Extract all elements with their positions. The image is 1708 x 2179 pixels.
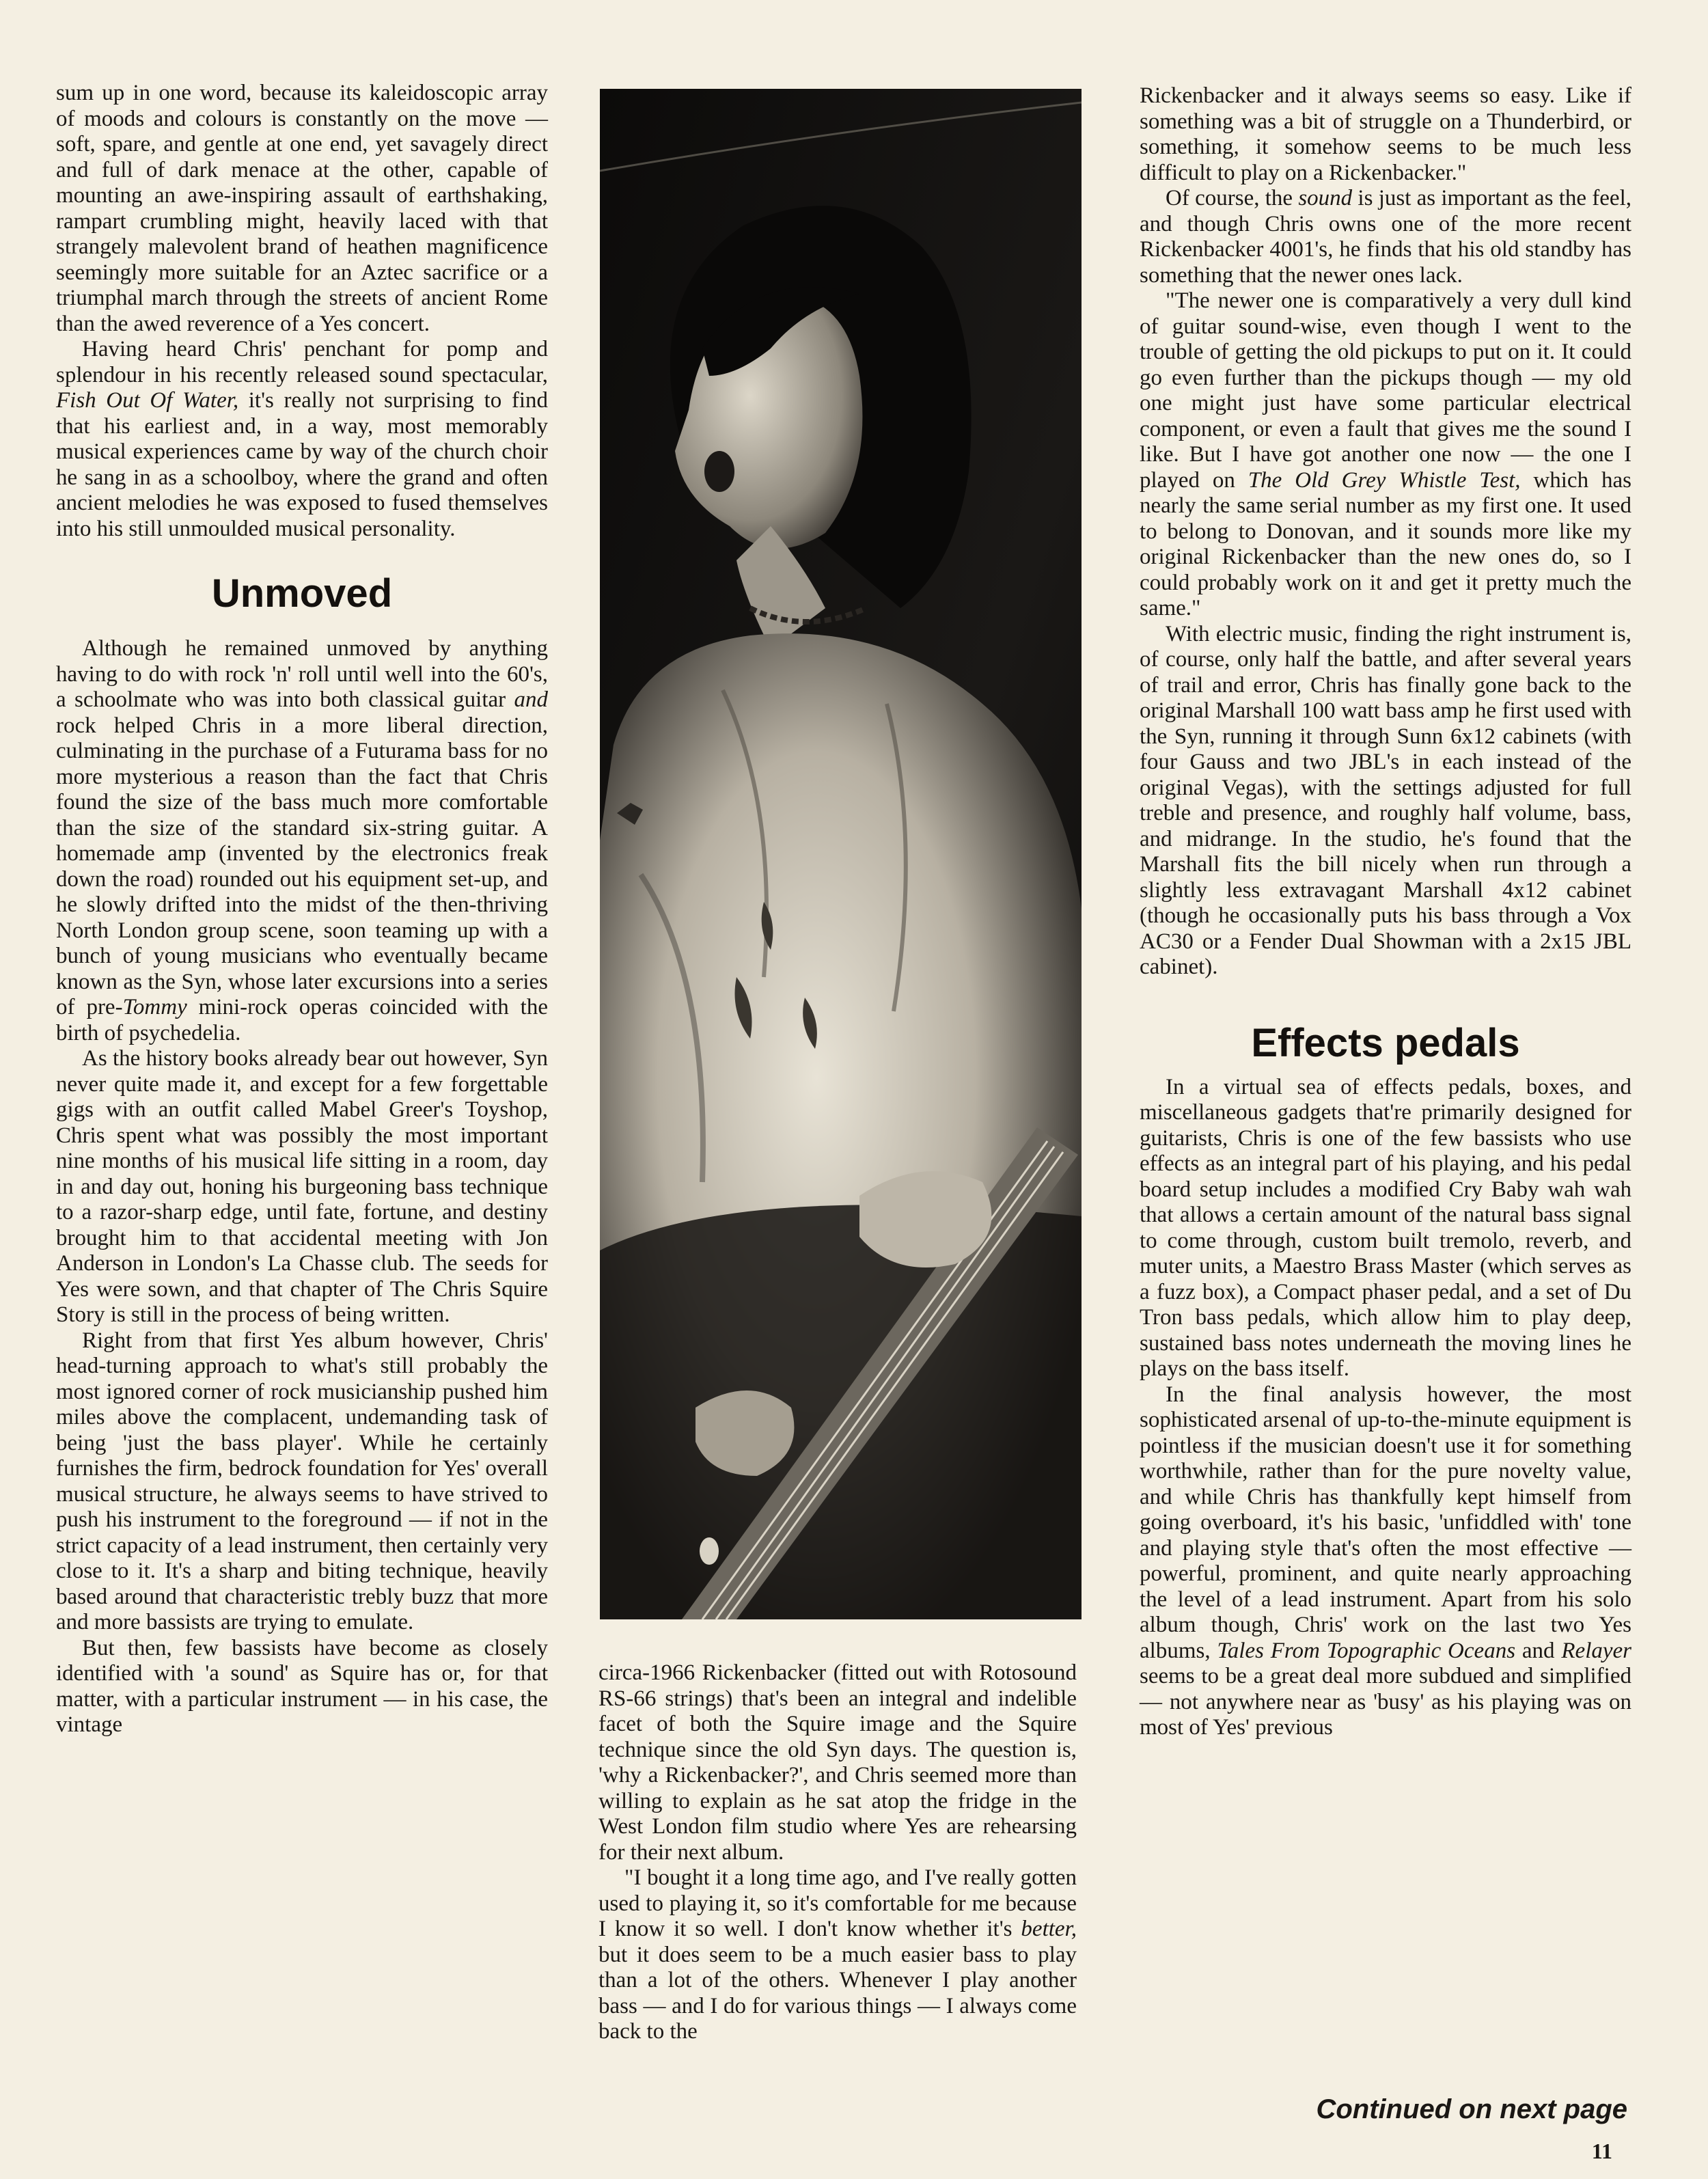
subheading-effects-pedals: Effects pedals [1251, 1020, 1520, 1065]
emphasis: and [514, 687, 548, 712]
article-column-2 [598, 1660, 1077, 2045]
paragraph [1140, 288, 1631, 622]
text-run: In the final analysis however, the most sophisticated arsenal of up-to-the-minute equipment is pointless if the musician doesn't use it for something worthwhile, rather than for the pure novelty value, and while Chris has thankfully kept himself from going overboard, it's his basic, 'unfiddled with' tone and playing style that's often the most effective — powerful, prominent, and quite nearly approaching the level of a lead instrument. Apart from his solo album though, Chris' work on the last two Yes albums, [1140, 1382, 1631, 1663]
album-title: Relayer [1561, 1638, 1631, 1663]
paragraph: But then, few bassists have become as closely identified with 'a sound' as Squire has or, for that matter, with a particular instrument — in his case, the vintage [56, 1635, 548, 1737]
chris-squire-photo [600, 89, 1082, 1619]
paragraph: In a virtual sea of effects pedals, boxes, and miscellaneous gadgets that're primarily designed for guitarists, Chris is one of the few bassists who use effects as an integral part of his playing, and his pedal board setup includes a modified Cry Baby wah wah that allows a certain amount of the natural bass signal to come through, custom built tremolo, reverb, and muter units, a Maestro Brass Master (which serves as a fuzz box), a Compact phaser pedal, and a set of Du Tron bass pedals, which allow him to play deep, sustained bass notes underneath the moving lines he plays on the bass itself. [1140, 1074, 1631, 1381]
paragraph: Rickenbacker and it always seems so easy. Like if something was a bit of struggle on a Thunderbird, or something, it somehow seems to be much less difficult to play on a Rickenbacker." [1140, 83, 1631, 185]
paragraph: sum up in one word, because its kaleidoscopic array of moods and colours is constantly on the move — soft, spare, and gentle at one end, yet savagely direct and full of dark menace at the other, capable of mounting an awe-inspiring assault of earthshaking, rampart crumbling might, heavily laced with that strangely malevolent brand of heathen magnificence seemingly more suitable for an Aztec sacrifice or a triumphal march through the streets of ancient Rome than the awed reverence of a Yes concert. [56, 81, 548, 336]
paragraph: Right from that first Yes album however, Chris' head-turning approach to what's still probably the most ignored corner of rock musicianship pushed him miles above the complacent, undemanding task of being 'just the bass player'. While he certainly furnishes the firm, bedrock foundation for Yes' overall musical structure, he always seems to have strived to push his instrument to the foreground — if not in the strict capacity of a lead instrument, then certainly very close to it. It's a sharp and biting technique, heavily based around that characteristic trebly buzz that more and more bassists are trying to emulate. [56, 1328, 548, 1634]
text-run: is just as important as the feel, and though Chris owns one of the more recent Rickenbacker 4001's, he finds that his old standby has something that the newer ones lack. [1140, 186, 1632, 288]
continued-on-next-page: Continued on next page [1316, 2094, 1627, 2124]
paragraph: circa-1966 Rickenbacker (fitted out with Rotosound RS-66 strings) that's been an integral and indelible facet of both the Squire image and the Squire technique since the old Syn days. The question is, 'why a Rickenbacker?', and Chris seemed more than willing to explain as he sat atop the fridge in the West London film studio where Yes are rehearsing for their next album. [598, 1660, 1077, 1865]
album-title: Tommy [122, 995, 187, 1019]
emphasis: sound [1298, 186, 1353, 210]
text-run: but it does seem to be a much easier bass to play than a lot of the others. Whenever I play another bass — and I do for various things — I always come back to the [598, 1942, 1077, 2044]
subheading-unmoved: Unmoved [211, 571, 393, 616]
album-title: Fish Out Of Water, [56, 388, 239, 413]
paragraph [56, 636, 548, 1046]
text-run: "I bought it a long time ago, and I've really gotten used to playing it, so it's comfortable for me because I know it so well. I don't know whether it's [598, 1865, 1077, 1941]
article-column-3 [1140, 83, 1631, 1741]
text-run: which has nearly the same serial number as my first one. It used to belong to Donovan, and it sounds more like my original Rickenbacker than the new ones do, so I could probably work on it and get it pretty much the same." [1140, 467, 1631, 620]
text-run: Having heard Chris' penchant for pomp and splendour in his recently released sound spectacular, [56, 337, 548, 387]
text-run: rock helped Chris in a more liberal direction, culminating in the purchase of a Futurama bass for no more mysterious a reason than the fact that Chris found the size of the bass much more comfortable than the size of the standard six-string guitar. A homemade amp (invented by the electronics freak down the road) rounded out his equipment set-up, and he slowly drifted into the midst of the then-thriving North London group scene, soon teaming up with a bunch of young musicians who eventually became known as the Syn, whose later excursions into a series of pre- [56, 713, 548, 1019]
tv-show-title: The Old Grey Whistle Test, [1248, 467, 1521, 493]
paragraph [598, 1865, 1077, 2045]
text-run: "The newer one is comparatively a very dull kind of guitar sound-wise, even though I went to the trouble of getting the old pickups to put on it. It could go even further than the pickups though — my old one might just have some particular electrical component, or even a fault that gives me the sound I like. But I have got another one now — the one I played on [1140, 288, 1631, 493]
album-title: Tales From Topographic Oceans [1217, 1638, 1516, 1663]
text-run: mini-rock operas coincided with the birth of psychedelia. [56, 995, 548, 1045]
text-run: and [1515, 1638, 1562, 1663]
page-number: 11 [1591, 2139, 1612, 2163]
paragraph [56, 337, 548, 542]
text-run: it's really not surprising to find that his earliest and, in a way, most memorably musical experiences came by way of the church choir he sang in as a schoolboy, where the grand and often ancient melodies he was exposed to fused themselves into his still unmoulded musical personality. [56, 388, 548, 541]
text-run: seems to be a great deal more subdued and simplified — not anywhere near as 'busy' as his playing was on most of Yes' previous [1140, 1664, 1631, 1740]
paragraph [1140, 186, 1631, 288]
paragraph [1140, 1382, 1631, 1741]
article-column-1 [56, 81, 548, 1738]
text-run: Of course, the [1166, 186, 1299, 210]
paragraph: With electric music, finding the right instrument is, of course, only half the battle, and after several years of trail and error, Chris has finally gone back to the original Marshall 100 watt bass amp he first used with the Syn, running it through Sunn 6x12 cabinets (with four Gauss and two JBL's in each instead of the original Vegas), with the settings adjusted for full treble and presence, and roughly half volume, bass, and midrange. In the studio, he's found that the Marshall fits the bill nicely when run through a slightly less extravagant Marshall 4x12 cabinet (though he occasionally puts his bass through a Vox AC30 or a Fender Dual Showman with a 2x15 JBL cabinet). [1140, 621, 1631, 979]
paragraph: As the history books already bear out however, Syn never quite made it, and except for a few forgettable gigs with an outfit called Mabel Greer's Toyshop, Chris spent what was possibly the most important nine months of his musical life sitting in a room, day in and day out, honing his burgeoning bass technique to a razor-sharp edge, until fate, fortune, and destiny brought him to that accidental meeting with Jon Anderson in London's La Chasse club. The seeds for Yes were sown, and that chapter of The Chris Squire Story is still in the process of being written. [56, 1046, 548, 1327]
text-run: Although he remained unmoved by anything having to do with rock 'n' roll until well into the 60's, a schoolmate who was into both classical guitar [56, 636, 548, 712]
emphasis: better, [1021, 1917, 1077, 1941]
